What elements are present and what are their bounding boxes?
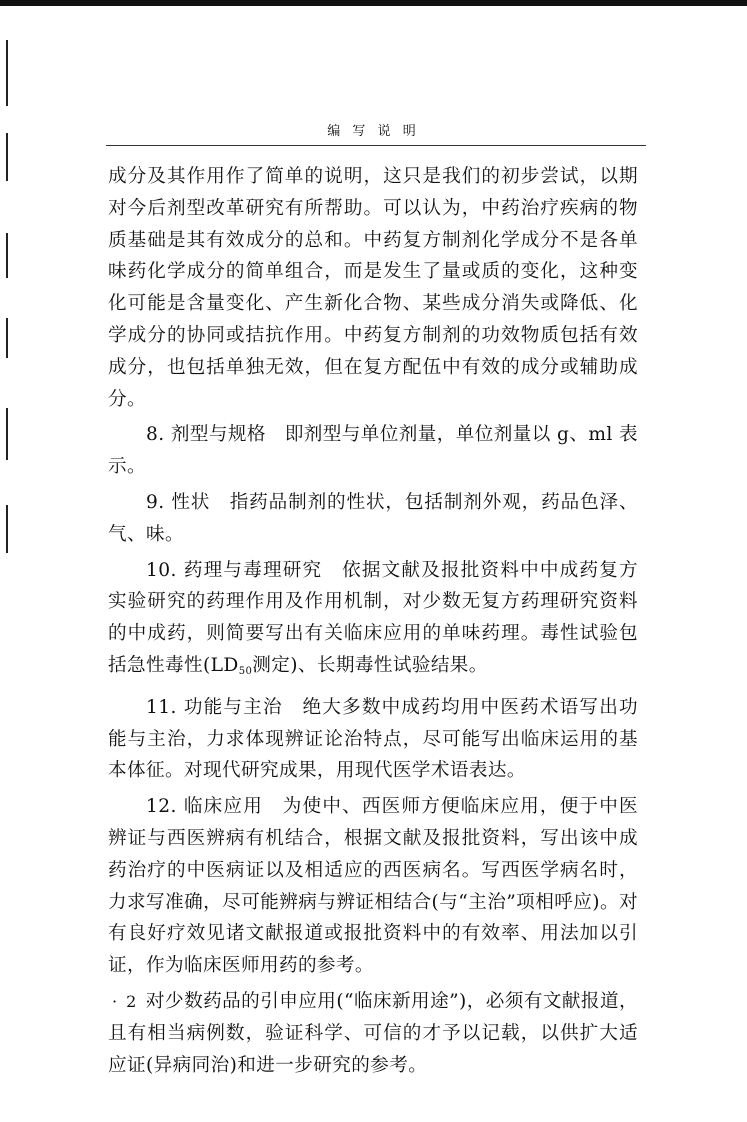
- pharmacology-text-end: 测定)、长期毒性试验结果。: [252, 654, 488, 676]
- paragraph-pharmacology: [108, 555, 638, 688]
- paragraph-extended-use: 对少数药品的引申应用(“临床新用途”)，必须有文献报道，且有相当病例数，验证科学、可信的才予以记载，以供扩大适应证(异病同治)和进一步研究的参考。: [108, 990, 638, 1076]
- paragraph-dosage-form: 8. 剂型与规格 即剂型与单位剂量，单位剂量以 g、ml 表示。: [108, 424, 639, 478]
- paragraph-clinical-use: 12. 临床应用 为使中、西医师方便临床应用，便于中医辨证与西医辨病有机结合，根据文献及报批资料，写出该中成药治疗的中医病证以及相适应的西医病名。写西医学病名时，力求写准确，尽可能辨病与辨证相结合(与“主治”项相呼应)。对有良好疗效见诸文献报道或报批资料中的有效率、用法加以引证，作为临床医师用药的参考。: [108, 796, 638, 977]
- binding-margin-mark: [6, 40, 8, 106]
- paragraph-functions: 11. 功能与主治 绝大多数中成药均用中医药术语写出功能与主治，力求体现辨证论治特点，尽可能写出临床运用的基本体征。对现代研究成果，用现代医学术语表达。: [108, 696, 638, 782]
- running-header: 编 写 说 明: [327, 124, 420, 139]
- binding-margin-mark: [6, 505, 8, 553]
- page-number: · 2 ·: [112, 992, 153, 1011]
- ld50-subscript: 50: [238, 665, 253, 677]
- top-border-rule: [0, 0, 747, 6]
- binding-margin-mark: [6, 318, 8, 358]
- pharmacology-text: 10. 药理与毒理研究 依据文献及报批资料中中成药复方实验研究的药理作用及作用机制，对少数无复方药理研究资料的中成药，则简要写出有关临床应用的单味药理。毒性试验包括急性毒性(LD: [108, 559, 638, 676]
- paragraph-properties: 9. 性状 指药品制剂的性状，包括制剂外观，药品色泽、气、味。: [108, 491, 638, 545]
- binding-margin-mark: [6, 233, 8, 278]
- binding-margin-mark: [6, 133, 8, 181]
- body-text: [108, 161, 638, 1081]
- binding-margin-mark: [6, 408, 8, 460]
- paragraph-continuation: 成分及其作用作了简单的说明，这只是我们的初步尝试，以期对今后剂型改革研究有所帮助。可以认为，中药治疗疾病的物质基础是其有效成分的总和。中药复方制剂化学成分不是各单味药化学成分的简单组合，而是发生了量或质的变化，这种变化可能是含量变化、产生新化合物、某些成分消失或降低、化学成分的协同或拮抗作用。中药复方制剂的功效物质包括有效成分，也包括单独无效，但在复方配伍中有效的成分或辅助成分。: [108, 166, 638, 410]
- header-rule: [106, 145, 646, 146]
